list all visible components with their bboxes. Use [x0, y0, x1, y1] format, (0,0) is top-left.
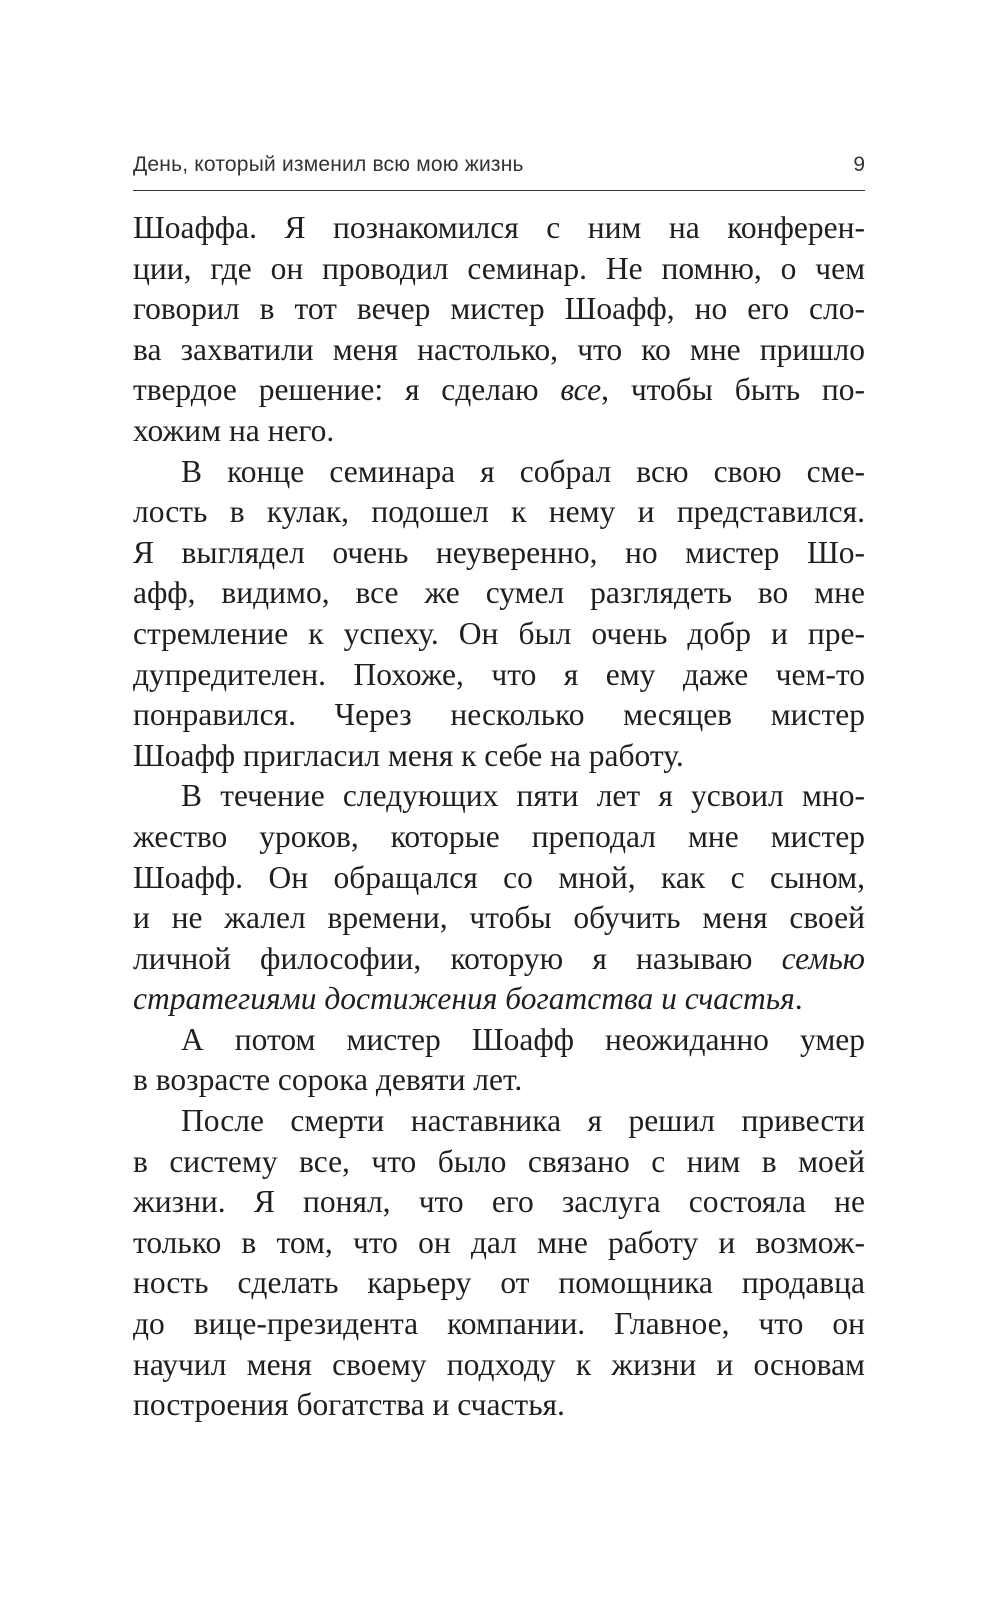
- running-title: День, который изменил всю мою жизнь: [133, 153, 524, 176]
- text-line: [133, 939, 865, 980]
- page-number: 9: [853, 153, 865, 176]
- paragraph-first-line: В конце семинара я собрал всю свою сме-: [181, 453, 865, 489]
- paragraph-first-line: После смерти наставника я решил привести: [181, 1103, 865, 1139]
- body-text: [133, 208, 865, 1426]
- text-line: научил меня своему подходу к жизни и основам: [133, 1346, 865, 1382]
- text-line: Шоафф. Он обращался со мной, как с сыном,: [133, 859, 865, 895]
- text-line: афф, видимо, все же сумел разглядеть во мне: [133, 575, 865, 611]
- text-line: ность сделать карьеру от помощника продавца: [133, 1265, 865, 1301]
- italic-text: все: [560, 372, 602, 408]
- text-line: хожим на него.: [133, 412, 335, 448]
- paragraph-first-line: А потом мистер Шоафф неожиданно умер: [181, 1021, 865, 1057]
- text-line: построения богатства и счастья.: [133, 1387, 565, 1423]
- text-line: ции, где он проводил семинар. Не помню, о чем: [133, 250, 865, 286]
- italic-text: семью: [781, 940, 865, 976]
- text-line: лость в кулак, подошел к нему и представился.: [133, 494, 865, 530]
- text-line: Шоафф пригласил меня к себе на работу.: [133, 737, 684, 773]
- text-line: говорил в тот вечер мистер Шоафф, но его сло-: [133, 291, 865, 327]
- text-line: в систему все, что было связано с ним в моей: [133, 1143, 865, 1179]
- text-line: в возрасте сорока девяти лет.: [133, 1062, 523, 1098]
- text-segment: твердое решение: я сделаю: [133, 372, 561, 408]
- text-segment: личной философии, которую я называю: [133, 940, 782, 976]
- text-segment: , чтобы быть по-: [601, 372, 865, 408]
- text-line: только в том, что он дал мне работу и возмож-: [133, 1224, 865, 1260]
- paragraph-first-line: В течение следующих пяти лет я усвоил мно-: [181, 778, 865, 814]
- text-line: [133, 979, 865, 1020]
- italic-text: стратегиями достижения богатства и счастья: [133, 981, 795, 1017]
- text-line: ва захватили меня настолько, что ко мне пришло: [133, 331, 865, 367]
- text-line: жество уроков, которые преподал мне мистер: [133, 818, 865, 854]
- text-line: [133, 370, 865, 411]
- running-header: [133, 150, 865, 191]
- text-line: жизни. Я понял, что его заслуга состояла не: [133, 1184, 865, 1220]
- text-line: стремление к успеху. Он был очень добр и пре-: [133, 615, 865, 651]
- text-line: Я выглядел очень неуверенно, но мистер Шо-: [133, 534, 865, 570]
- text-segment: .: [794, 981, 803, 1017]
- text-line: Шоаффа. Я познакомился с ним на конферен-: [133, 210, 865, 245]
- text-line: понравился. Через несколько месяцев мистер: [133, 697, 865, 733]
- text-line: и не жалел времени, чтобы обучить меня своей: [133, 900, 865, 936]
- text-line: дупредителен. Похоже, что я ему даже чем-то: [133, 656, 865, 692]
- text-line: до вице-президента компании. Главное, что он: [133, 1306, 865, 1342]
